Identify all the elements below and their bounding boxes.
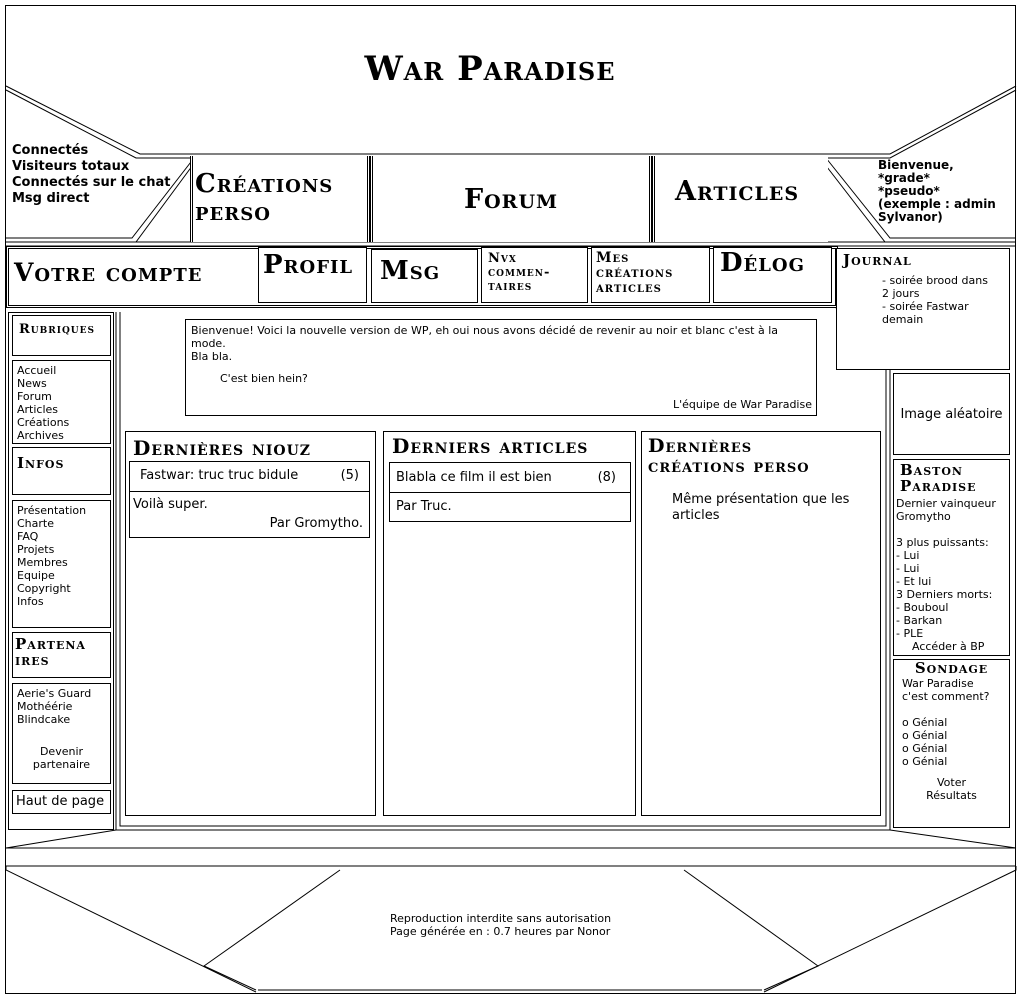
stats-chat: Connectés sur le chat [12, 175, 171, 190]
sondage-panel [893, 659, 1010, 828]
site-title: War Paradise [364, 49, 616, 89]
account-title: Votre compte [14, 258, 203, 287]
welcome-grade: *grade* [878, 171, 930, 185]
infos-title: Infos [12, 447, 111, 495]
article-item[interactable] [389, 462, 631, 522]
stats-direct-msg[interactable]: Msg direct [12, 191, 90, 206]
journal-title: Journal [843, 251, 912, 269]
info-membres[interactable]: Membres [17, 556, 68, 569]
sondage-spacer [902, 703, 1009, 716]
baston-line: - PLE [896, 627, 924, 640]
random-image[interactable]: Image aléatoire [893, 373, 1010, 455]
baston-line: - Et lui [896, 575, 932, 588]
baston-line: - Lui [896, 562, 920, 575]
account-delog[interactable]: Délog [713, 247, 832, 303]
baston-line: - Lui [896, 549, 920, 562]
baston-title [894, 460, 1009, 494]
account-msg[interactable]: Msg [371, 249, 478, 303]
journal-line: - soirée brood dans [882, 274, 988, 287]
journal-line: demain [882, 313, 924, 326]
baston-line: - Bouboul [896, 601, 949, 614]
sondage-option[interactable]: o Génial [902, 742, 948, 755]
baston-spacer [896, 523, 1009, 536]
creations-column-body [642, 476, 880, 524]
article-item-title[interactable]: Blabla ce film il est bien [396, 470, 552, 485]
news-banner-line: C'est bien hein? [220, 372, 308, 385]
devenir-line[interactable]: Devenir [39, 745, 84, 758]
info-charte[interactable]: Charte [17, 517, 54, 530]
account-profil[interactable]: Profil [258, 247, 367, 303]
creations-column-title [642, 432, 880, 476]
partenaire-aeries-guard[interactable]: Aerie's Guard [17, 687, 92, 700]
partenaires-title [12, 632, 111, 678]
creations-title-line: Dernières [648, 435, 753, 457]
partenaire-motheerie[interactable]: Mothéérie [17, 700, 73, 713]
nav-forum[interactable] [370, 156, 652, 242]
rubrique-forum[interactable]: Forum [17, 390, 52, 403]
baston-winner: Gromytho [896, 510, 951, 523]
baston-line: Dernier vainqueur [896, 497, 996, 510]
news-item-title[interactable]: Fastwar: truc truc bidule [140, 468, 299, 483]
rubrique-news[interactable]: News [17, 377, 47, 390]
baston-line: - Barkan [896, 614, 943, 627]
rubrique-creations[interactable]: Créations [17, 416, 70, 429]
nav-creations[interactable] [190, 156, 370, 242]
news-item[interactable] [129, 461, 370, 538]
info-presentation[interactable]: Présentation [17, 504, 87, 517]
journal-line: 2 jours [882, 287, 920, 300]
news-banner [185, 319, 817, 416]
partenaire-blindcake[interactable]: Blindcake [17, 713, 71, 726]
article-item-author[interactable]: Par Truc. [396, 499, 452, 514]
nav-forum-label[interactable]: Forum [463, 183, 559, 215]
account-mes-creations[interactable]: Mes créations articles [591, 247, 710, 303]
partenaires-list [12, 683, 111, 784]
journal-panel [836, 248, 1010, 370]
sondage-title: Sondage [914, 659, 989, 677]
welcome-line: (exemple : admin [878, 197, 996, 211]
news-item-comment-count[interactable]: (5) [340, 468, 359, 483]
welcome-line: Sylvanor) [878, 210, 943, 224]
baston-line: 3 plus puissants: [896, 536, 989, 549]
partenaires-title-line: ires [15, 651, 50, 669]
sondage-option[interactable]: o Génial [902, 755, 948, 768]
sondage-option[interactable]: o Génial [902, 716, 948, 729]
info-faq[interactable]: FAQ [17, 530, 39, 543]
articles-column-title: Derniers articles [392, 434, 589, 458]
journal-line: - soirée Fastwar [882, 300, 969, 313]
sondage-vote-button[interactable]: Voter [936, 776, 966, 789]
creations-title-line: créations perso [648, 455, 810, 477]
sondage-question: War Paradise [902, 677, 974, 690]
creations-column [641, 431, 881, 816]
rubriques-title: Rubriques [12, 315, 111, 356]
info-copyright[interactable]: Copyright [17, 582, 71, 595]
devenir-partenaire-link[interactable] [17, 745, 110, 771]
baston-title-line: Paradise [900, 477, 977, 495]
rubrique-articles[interactable]: Articles [17, 403, 59, 416]
sondage-question: c'est comment? [902, 690, 990, 703]
welcome-pseudo: *pseudo* [878, 184, 940, 198]
rubrique-accueil[interactable]: Accueil [17, 364, 57, 377]
rubriques-list [12, 360, 111, 444]
news-banner-line: Bienvenue! Voici la nouvelle version de WP, eh oui nous avons décidé de revenir au noir et blanc c'est à la [191, 324, 779, 337]
info-equipe[interactable]: Equipe [17, 569, 55, 582]
footer-generation: Page générée en : 0.7 heures par Nonor [390, 925, 611, 938]
infos-list [12, 500, 111, 628]
baston-title-line: Baston [900, 461, 963, 479]
stats-connected: Connectés [12, 143, 89, 158]
sondage-results-link[interactable]: Résultats [926, 789, 977, 802]
news-item-author[interactable]: Par Gromytho. [269, 516, 363, 531]
stats-visitors: Visiteurs totaux [12, 159, 130, 174]
devenir-line[interactable]: partenaire [32, 758, 91, 771]
article-item-comment-count[interactable]: (8) [597, 470, 616, 485]
partenaires-title-line: Partena [15, 635, 86, 653]
news-banner-line: Bla bla. [191, 350, 233, 363]
sondage-option[interactable]: o Génial [902, 729, 948, 742]
footer-copyright: Reproduction interdite sans autorisation [390, 912, 612, 925]
info-projets[interactable]: Projets [17, 543, 55, 556]
nav-articles-label[interactable]: Articles [675, 176, 800, 207]
stats-panel [12, 143, 192, 207]
baston-panel [893, 459, 1010, 656]
footer [390, 912, 690, 938]
welcome-line: Bienvenue, [878, 158, 954, 172]
news-column-title: Dernières niouz [133, 436, 312, 460]
news-item-body: Voilà super. [133, 497, 208, 512]
info-infos[interactable]: Infos [17, 595, 44, 608]
creations-body-line: Même présentation que les [672, 492, 850, 507]
nav-creations-label[interactable]: Créations perso [195, 169, 334, 227]
account-nouveaux-commentaires[interactable]: Nvx commen-taires [481, 247, 588, 303]
rubrique-archives[interactable]: Archives [17, 429, 64, 442]
nav-articles[interactable] [652, 156, 828, 242]
back-to-top-link[interactable]: Haut de page [12, 790, 111, 814]
welcome-panel [878, 159, 1018, 224]
news-banner-signature: L'équipe de War Paradise [672, 398, 812, 411]
baston-line: 3 Derniers morts: [896, 588, 993, 601]
news-banner-line: mode. [191, 337, 226, 350]
creations-body-line: articles [672, 508, 720, 523]
baston-access-link[interactable]: Accéder à BP [912, 640, 985, 653]
